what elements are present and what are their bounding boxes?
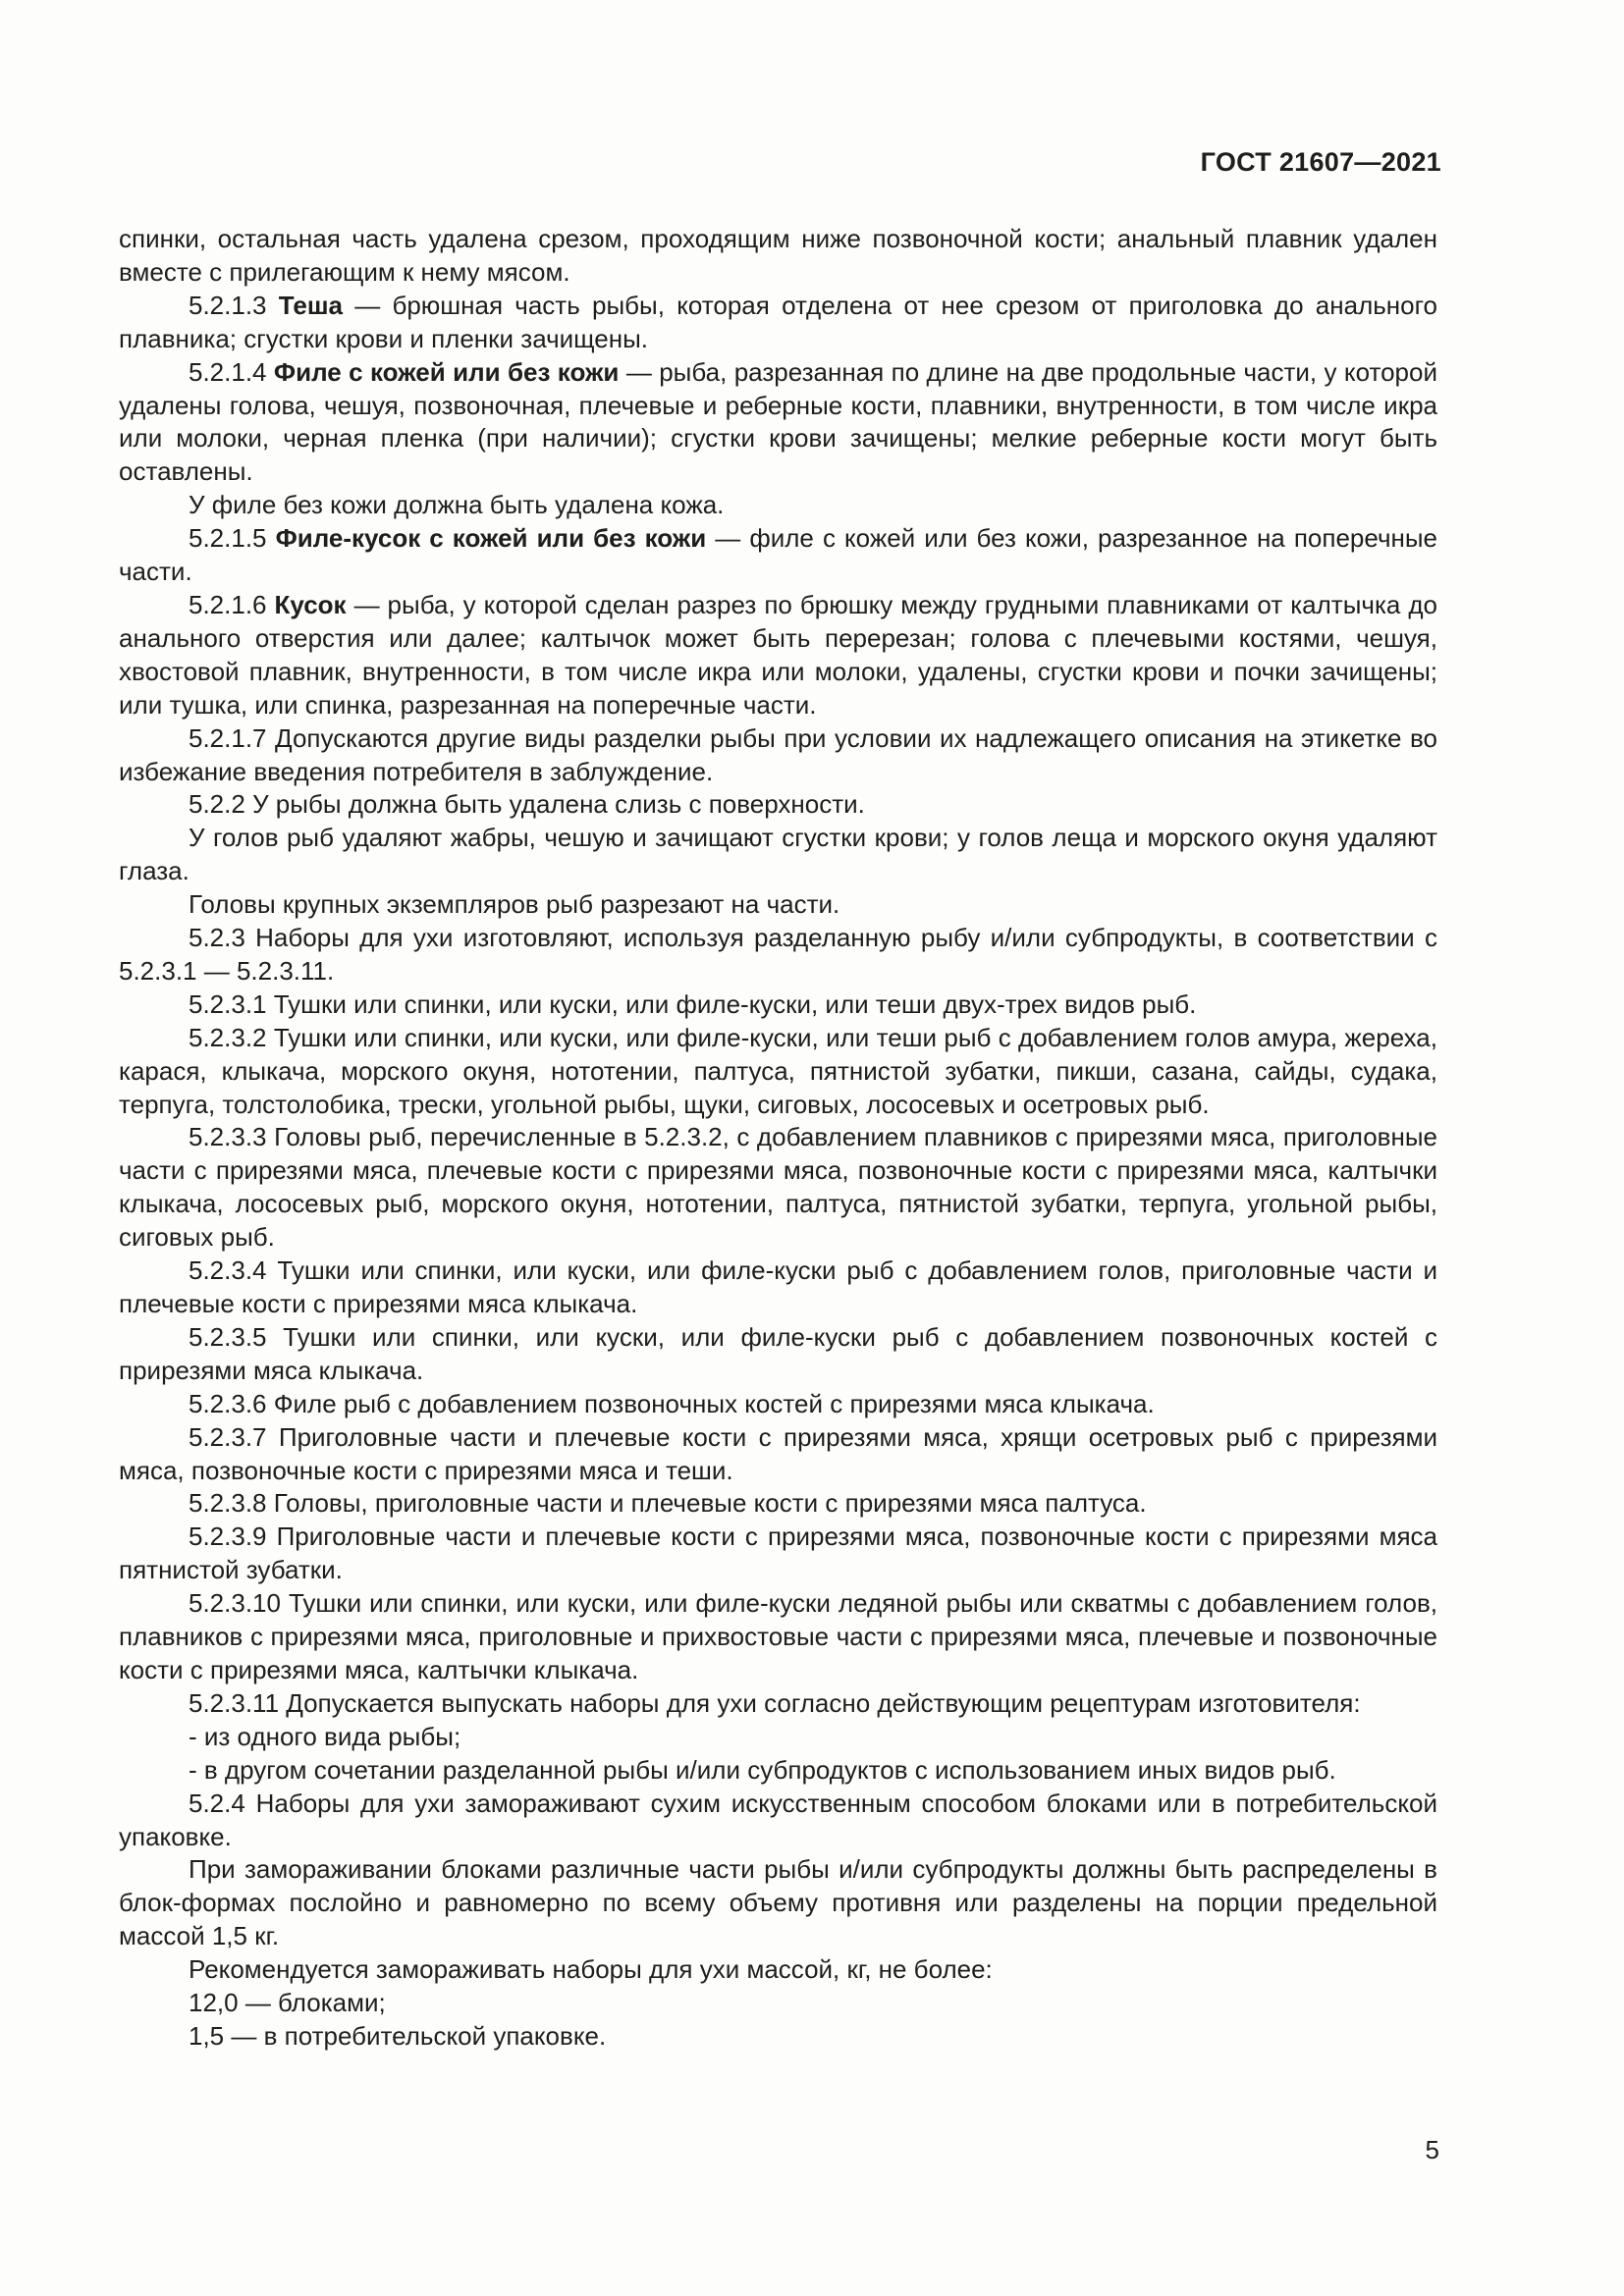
- defined-term: Теша: [278, 290, 343, 320]
- paragraph-text: Головы, приголовные части и плечевые кости с прирезями мяса палтуса.: [273, 1488, 1147, 1519]
- paragraph: [119, 1521, 1437, 1587]
- paragraph-text: - в другом сочетании разделанной рыбы и/или субпродуктов с использованием иных видов рыб.: [189, 1754, 1336, 1785]
- paragraph-text: Головы рыб, перечисленные в 5.2.3.2, с добавлением плавников с прирезями мяса, приголовные части с прирезями мяса, плечевые кости с прирезями мяса, позвоночные кости с прирезями мяса, калтычки клыкача, лососевых рыб, морского окуня, нототении, палтуса, пятнистой зубатки, терпуга, угольной рыбы, сиговых рыб.: [119, 1122, 1437, 1253]
- paragraph-text: Допускается выпускать наборы для ухи согласно действующим рецептурам изготовителя:: [286, 1687, 1361, 1718]
- paragraph: [119, 1487, 1437, 1521]
- paragraph-text: 12,0 — блоками;: [189, 1988, 386, 2018]
- paragraph-text: Тушки или спинки, или куски, или филе-куски, или теши двух-трех видов рыб.: [273, 988, 1197, 1019]
- paragraph-text: Тушки или спинки, или куски, или филе-куски ледяной рыбы или скватмы с добавлением голов, плавников с прирезями мяса, приголовные и прихвостовые части с прирезями мяса, плечевые и позвоночные кости с прирезями мяса, калтычки клыкача.: [119, 1588, 1437, 1684]
- paragraph: [119, 988, 1437, 1022]
- paragraph-text: — филе с кожей или без кожи, разрезанное на поперечные части.: [119, 523, 1438, 587]
- paragraph: [119, 1721, 1437, 1754]
- paragraph: [119, 1421, 1437, 1488]
- clause-number: 5.2.3.2: [189, 1022, 267, 1052]
- clause-number: 5.2.1.6: [189, 589, 267, 619]
- clause-number: 5.2.3.8: [189, 1488, 267, 1519]
- paragraph-text: Наборы для ухи замораживают сухим искусственным способом блоками или в потребительской упаковке.: [119, 1788, 1437, 1851]
- paragraph: [119, 822, 1437, 888]
- paragraph: [119, 1987, 1437, 2020]
- paragraph: [119, 1853, 1437, 1953]
- paragraph: [119, 589, 1437, 722]
- paragraph: [119, 2020, 1437, 2054]
- paragraph: [119, 888, 1437, 922]
- clause-number: 5.2.3.5: [189, 1321, 267, 1352]
- clause-number: 5.2.3: [189, 923, 245, 953]
- clause-number: 5.2.3.10: [189, 1588, 281, 1619]
- clause-number: 5.2.1.3: [189, 290, 267, 320]
- paragraph-text: Филе рыб с добавлением позвоночных костей с прирезями мяса клыкача.: [273, 1388, 1155, 1418]
- paragraph-text: Головы крупных экземпляров рыб разрезают на части.: [189, 889, 840, 920]
- paragraph: [119, 922, 1437, 988]
- paragraph-text: — рыба, разрезанная по длине на две продольные части, у которой удалены голова, чешуя, позвоночная, плечевые и реберные кости, плавники, внутренности, в том числе икра или молоки, черная пленка (при наличии); сгустки крови зачищены; мелкие реберные кости могут быть оставлены.: [119, 356, 1437, 487]
- paragraph: [119, 489, 1437, 522]
- clause-number: 5.2.1.5: [189, 523, 267, 554]
- clause-number: 5.2.3.3: [189, 1122, 267, 1152]
- paragraph: [119, 1388, 1437, 1421]
- clause-number: 5.2.4: [189, 1788, 245, 1818]
- paragraph: [119, 1788, 1437, 1854]
- clause-number: 5.2.3.11: [189, 1687, 280, 1718]
- paragraph-text: — рыба, у которой сделан разрез по брюшку между грудными плавниками от калтычка до анального отверстия или далее; калтычок может быть перерезан; голова с плечевыми костями, чешуя, хвостовой плавник, внутренности, в том числе икра или молоки, удалены, сгустки крови и почки зачищены; или тушка, или спинка, разрезанная на поперечные части.: [119, 589, 1437, 720]
- paragraph: [119, 1321, 1437, 1388]
- paragraph: [119, 223, 1437, 290]
- paragraph: [119, 788, 1437, 822]
- paragraph: [119, 1687, 1437, 1721]
- paragraph-text: У рыбы должна быть удалена слизь с поверхности.: [252, 789, 865, 820]
- clause-number: 5.2.2: [189, 789, 245, 820]
- paragraph: [119, 1953, 1437, 1987]
- clause-number: 5.2.3.7: [189, 1421, 267, 1452]
- paragraph: [119, 1754, 1437, 1788]
- paragraph-text: Наборы для ухи изготовляют, используя разделанную рыбу и/или субпродукты, в соответствии с 5.2.3.1 — 5.2.3.11.: [119, 923, 1437, 986]
- clause-number: 5.2.3.4: [189, 1255, 267, 1286]
- clause-number: 5.2.1.7: [189, 722, 267, 753]
- paragraph-text: Тушки или спинки, или куски, или филе-куски, или теши рыб с добавлением голов амура, жереха, карася, клыкача, морского окуня, нототении, палтуса, пятнистой зубатки, пикши, сазана, сайды, судака, терпуга, толстолобика, трески, угольной рыбы, щуки, сиговых, лососевых и осетровых рыб.: [119, 1022, 1437, 1119]
- page-number: 5: [1425, 2135, 1439, 2164]
- paragraph: [119, 1022, 1437, 1122]
- paragraph-text: Приголовные части и плечевые кости с прирезями мяса, хрящи осетровых рыб с прирезями мяса, позвоночные кости с прирезями мяса и теши.: [119, 1421, 1437, 1485]
- document-code-header: ГОСТ 21607—2021: [1200, 147, 1441, 177]
- paragraph-text: спинки, остальная часть удалена срезом, проходящим ниже позвоночной кости; анальный плавник удален вместе с прилегающим к нему мясом.: [119, 224, 1437, 287]
- clause-number: 5.2.1.4: [189, 356, 267, 387]
- paragraph: [119, 522, 1437, 589]
- clause-number: 5.2.3.6: [189, 1388, 267, 1418]
- paragraph: [119, 1121, 1437, 1255]
- paragraph-text: - из одного вида рыбы;: [189, 1721, 461, 1751]
- defined-term: Филе с кожей или без кожи: [273, 356, 620, 387]
- paragraph-text: Допускаются другие виды разделки рыбы при условии их надлежащего описания на этикетке во избежание введения потребителя в заблуждение.: [119, 722, 1437, 786]
- paragraph: [119, 290, 1437, 356]
- defined-term: Филе-кусок с кожей или без кожи: [275, 523, 707, 554]
- paragraph-text: Тушки или спинки, или куски, или филе-куски рыб с добавлением позвоночных костей с прирезями мяса клыкача.: [119, 1321, 1437, 1385]
- document-body: [119, 223, 1437, 2054]
- paragraph-text: У голов рыб удаляют жабры, чешую и зачищают сгустки крови; у голов леща и морского окуня удаляют глаза.: [119, 823, 1437, 886]
- paragraph: [119, 356, 1437, 490]
- paragraph-text: Рекомендуется замораживать наборы для ухи массой, кг, не более:: [189, 1954, 993, 1985]
- paragraph: [119, 1587, 1437, 1687]
- paragraph-text: 1,5 — в потребительской упаковке.: [189, 2020, 607, 2051]
- defined-term: Кусок: [274, 589, 347, 619]
- clause-number: 5.2.3.9: [189, 1522, 267, 1552]
- clause-number: 5.2.3.1: [189, 988, 267, 1019]
- paragraph: [119, 722, 1437, 789]
- paragraph: [119, 1255, 1437, 1321]
- paragraph-text: — брюшная часть рыбы, которая отделена от нее срезом от приголовка до анального плавника; сгустки крови и пленки зачищены.: [119, 290, 1437, 353]
- paragraph-text: Приголовные части и плечевые кости с прирезями мяса, позвоночные кости с прирезями мяса пятнистой зубатки.: [119, 1522, 1437, 1585]
- paragraph-text: Тушки или спинки, или куски, или филе-куски рыб с добавлением голов, приголовные части и плечевые кости с прирезями мяса клыкача.: [119, 1255, 1437, 1318]
- paragraph-text: У филе без кожи должна быть удалена кожа.: [189, 490, 725, 520]
- paragraph-text: При замораживании блоками различные части рыбы и/или субпродукты должны быть распределены в блок-формах послойно и равномерно по всему объему противня или разделены на порции предельной массой 1,5 кг.: [119, 1854, 1437, 1951]
